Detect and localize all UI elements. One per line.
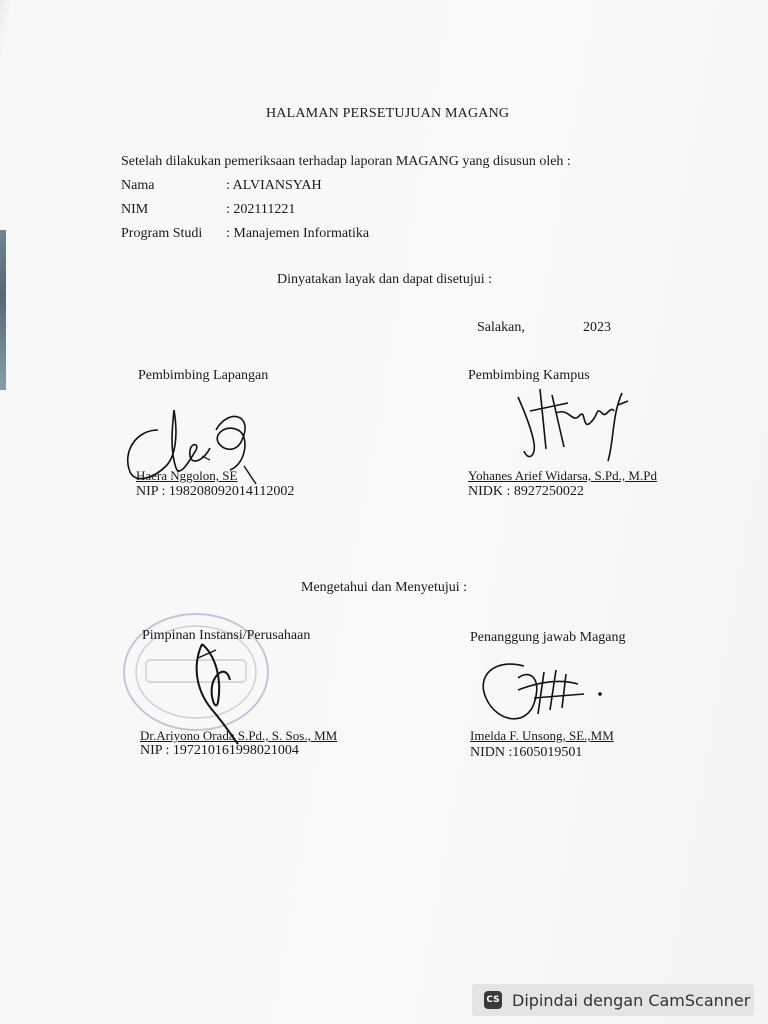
year-text: 2023 [583, 320, 611, 335]
camscanner-badge [472, 984, 754, 1016]
signature-right-icon [510, 385, 640, 465]
approver-left-name: Haera Nggolon, SE [136, 468, 238, 483]
field-value-program-studi: : Manajemen Informatika [226, 226, 370, 241]
scan-edge-shadow [0, 230, 6, 390]
document-title: HALAMAN PERSETUJUAN MAGANG [266, 106, 510, 121]
approver-right-id: NIDK : 8927250022 [468, 484, 584, 499]
head-right-name: Imelda F. Unsong, SE.,MM [470, 728, 614, 743]
field-label-nama: Nama [121, 178, 155, 193]
head-left-name: Dr.Ariyono Orada S.Pd., S. Sos., MM [140, 728, 338, 743]
approver-left-id: NIP : 198208092014112002 [136, 484, 295, 499]
role-pembimbing-lapangan: Pembimbing Lapangan [138, 368, 269, 383]
role-pimpinan-instansi: Pimpinan Instansi/Perusahaan [142, 628, 311, 643]
declaration-text: Dinyatakan layak dan dapat disetujui : [277, 272, 492, 287]
field-label-program-studi: Program Studi [121, 226, 203, 241]
approver-right-name: Yohanes Arief Widarsa, S.Pd., M.Pd [468, 468, 657, 483]
role-penanggung-jawab: Penanggung jawab Magang [470, 630, 626, 645]
field-value-nim: : 202111221 [226, 202, 296, 217]
signature-head-right-icon [474, 652, 614, 732]
place-text: Salakan, [477, 320, 525, 335]
head-right-id: NIDN :1605019501 [470, 745, 583, 760]
field-label-nim: NIM [121, 202, 149, 217]
field-value-nama: : ALVIANSYAH [226, 178, 322, 193]
head-left-id: NIP : 197210161998021004 [140, 743, 299, 758]
intro-text: Setelah dilakukan pemeriksaan terhadap laporan MAGANG yang disusun oleh : [121, 154, 571, 169]
camscanner-icon: CS [484, 991, 502, 1009]
acknowledgement-text: Mengetahui dan Menyetujui : [301, 580, 468, 595]
camscanner-label: Dipindai dengan CamScanner [512, 990, 751, 1010]
role-pembimbing-kampus: Pembimbing Kampus [468, 368, 590, 383]
